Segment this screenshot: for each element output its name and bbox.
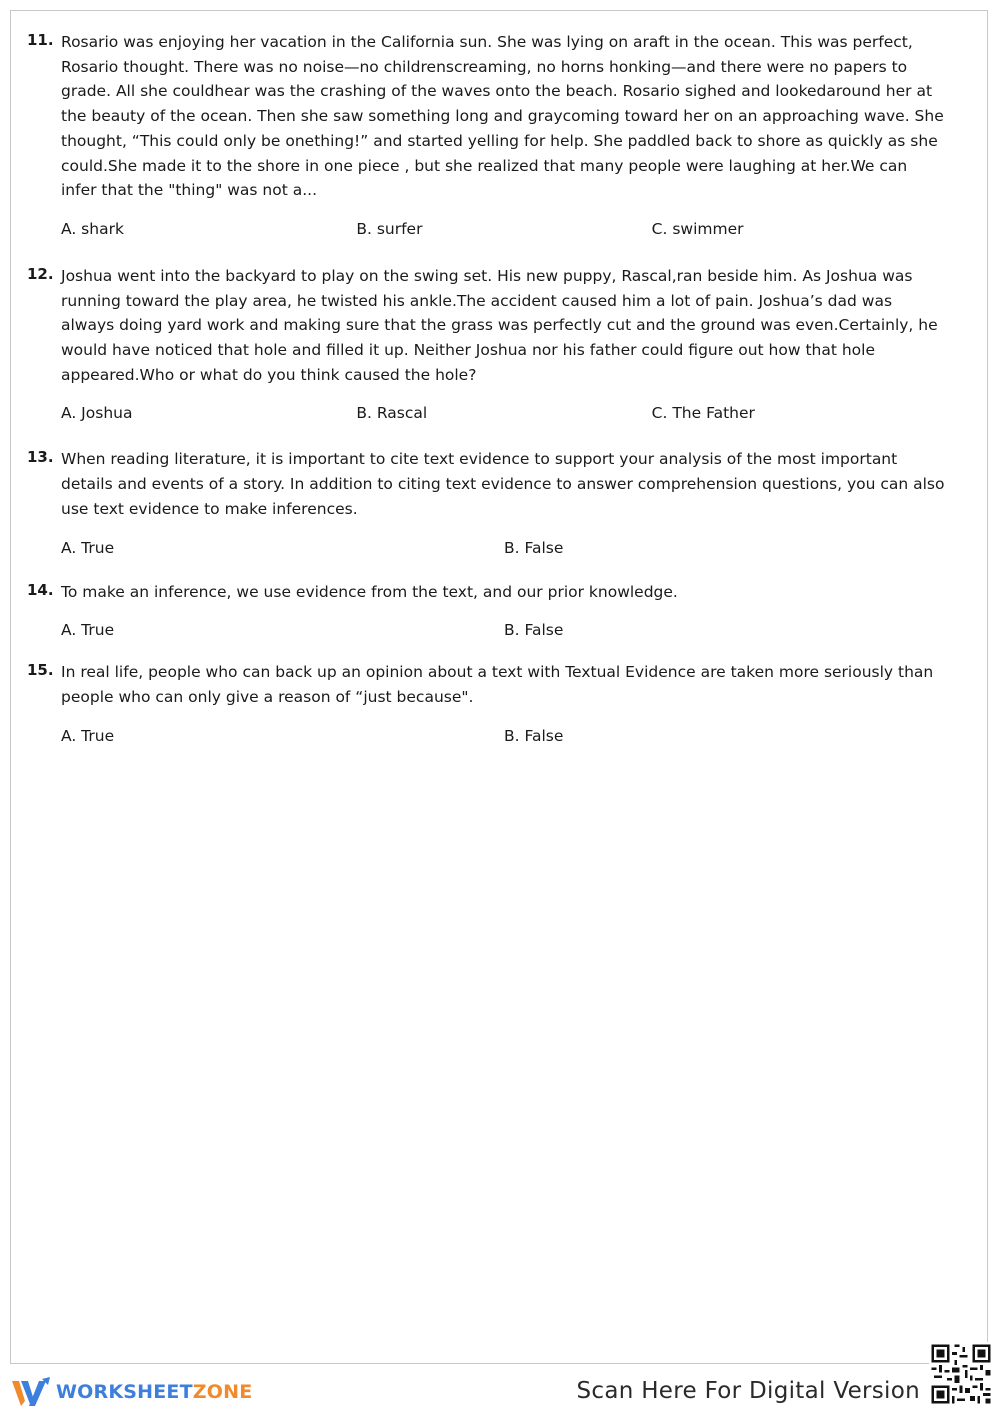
question-13 [27, 447, 947, 559]
question-12 [27, 264, 947, 426]
brand-name [56, 1381, 252, 1403]
question-text: To make an inference, we use evidence from the text, and our prior knowledge. [61, 582, 678, 601]
answer-options [61, 536, 947, 560]
brand-name-secondary: ZONE [192, 1381, 253, 1403]
answer-option-b[interactable]: B. surfer [356, 219, 423, 238]
answer-option-b[interactable]: B. False [504, 726, 564, 745]
worksheetzone-w-logo-icon [12, 1377, 52, 1407]
question-number: 13. [27, 448, 54, 467]
scan-label: Scan Here For Digital Version [576, 1378, 920, 1404]
answer-options [61, 401, 947, 425]
answer-option-a[interactable]: A. shark [61, 219, 124, 238]
answer-option-b[interactable]: B. False [504, 538, 564, 557]
answer-option-a[interactable]: A. True [61, 726, 115, 745]
question-number: 12. [27, 264, 54, 283]
answer-option-b[interactable]: B. Rascal [356, 404, 428, 423]
question-list [27, 30, 947, 748]
worksheetzone-logo[interactable] [12, 1377, 252, 1407]
question-text: When reading literature, it is important to cite text evidence to support your analysis of the most important details and events of a story. In addition to citing text evidence to answer comprehension questions, you can also use text evidence to make inferences. [61, 450, 945, 518]
question-text: In real life, people who can back up an opinion about a text with Textual Evidence are taken more seriously than people who can only give a reason of “just because". [61, 663, 934, 706]
answer-options [61, 724, 947, 748]
qr-code-icon[interactable] [929, 1342, 993, 1406]
question-number: 11. [27, 31, 54, 49]
question-11 [27, 30, 947, 241]
answer-option-a[interactable]: A. True [61, 538, 115, 557]
question-14 [27, 580, 947, 643]
question-15 [27, 660, 947, 747]
answer-option-b[interactable]: B. False [504, 621, 564, 640]
answer-options [61, 618, 947, 642]
question-text: Rosario was enjoying her vacation in the California sun. She was lying on araft in the ocean. This was perfect, Rosario thought. There was no noise—no childrenscreaming, no horns honking—and there were no papers to grade. All she couldhear was the crashing of the waves onto the beach. Rosario sighed and lookedaround her at the beauty of the ocean. Then she saw something long and graycoming toward her on an approaching wave. She thought, “This could only be onething!” and started yelling for help. She paddled back to shore as quickly as she could.She made it to the shore in one piece , but she realized that many people were laughing at her.We can infer that the "thing" was not a... [61, 33, 944, 200]
answer-option-c[interactable]: C. The Father [651, 404, 755, 423]
page-footer [0, 1364, 1000, 1414]
brand-name-primary: WORKSHEET [56, 1381, 193, 1403]
answer-option-c[interactable]: C. swimmer [651, 219, 744, 238]
question-text: Joshua went into the backyard to play on the swing set. His new puppy, Rascal,ran beside him. As Joshua was running toward the play area, he twisted his ankle.The accident caused him a lot of pain. Joshua’s dad was always doing yard work and making sure that the grass was perfectly cut and the ground was even.Certainly, he would have noticed that hole and filled it up. Neither Joshua nor his father could figure out how that hole appeared.Who or what do you think caused the hole? [61, 266, 938, 384]
answer-option-a[interactable]: A. True [61, 621, 115, 640]
question-number: 14. [27, 580, 54, 599]
question-number: 15. [27, 661, 54, 680]
answer-option-a[interactable]: A. Joshua [61, 404, 133, 423]
answer-options [61, 217, 947, 241]
